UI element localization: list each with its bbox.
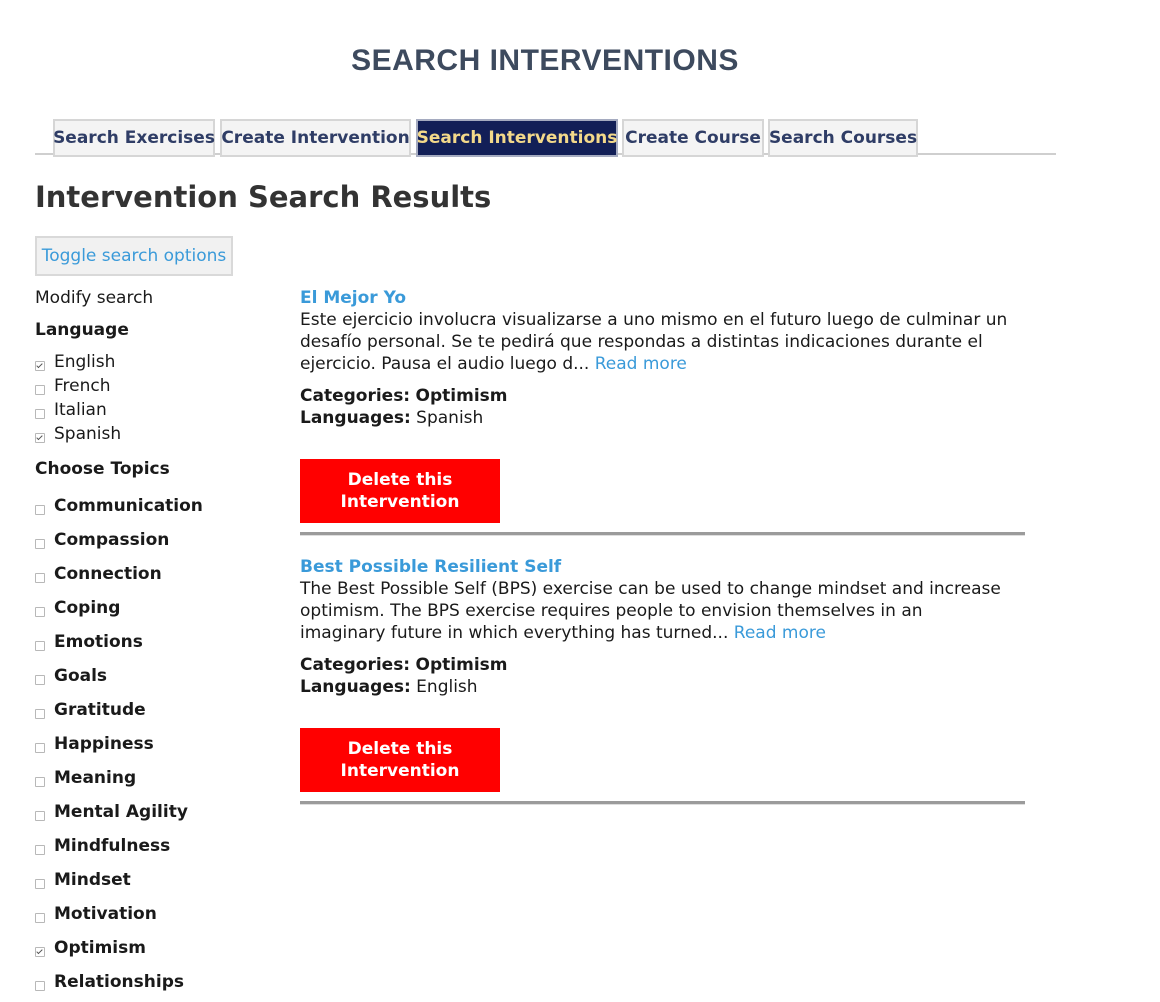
delete-intervention-button[interactable]: Delete this Intervention xyxy=(300,459,500,523)
language-option-label: English xyxy=(54,352,116,372)
language-label: Language xyxy=(35,320,129,340)
topic-option-label: Coping xyxy=(54,598,121,618)
topic-option-motivation[interactable] xyxy=(35,902,157,926)
topic-option-goals[interactable] xyxy=(35,664,107,688)
modify-search-label: Modify search xyxy=(35,288,154,308)
languages-value: Spanish xyxy=(416,408,484,428)
topic-option-meaning[interactable] xyxy=(35,766,136,790)
site-title: SEARCH INTERVENTIONS xyxy=(351,44,739,77)
topic-checkbox[interactable] xyxy=(35,811,45,821)
topic-checkbox[interactable] xyxy=(35,573,45,583)
topic-option-label: Emotions xyxy=(54,632,143,652)
topic-option-label: Optimism xyxy=(54,938,146,958)
page-heading: Intervention Search Results xyxy=(35,180,492,214)
topic-option-communication[interactable] xyxy=(35,494,203,518)
categories-value: Optimism xyxy=(415,386,508,406)
languages-label: Languages: xyxy=(300,677,411,697)
result-title-link[interactable]: Best Possible Resilient Self xyxy=(300,557,562,577)
language-checkbox[interactable] xyxy=(35,409,45,419)
topic-checkbox[interactable] xyxy=(35,539,45,549)
topic-option-emotions[interactable] xyxy=(35,630,143,654)
topic-option-label: Happiness xyxy=(54,734,154,754)
result-description xyxy=(300,578,1010,644)
result-divider xyxy=(300,532,1025,536)
tab-search-exercises[interactable]: Search Exercises xyxy=(53,119,215,157)
categories-label: Categories: xyxy=(300,386,411,406)
tab-create-course[interactable]: Create Course xyxy=(622,119,764,157)
topic-checkbox[interactable] xyxy=(35,607,45,617)
language-option-label: Italian xyxy=(54,400,107,420)
language-option-french[interactable] xyxy=(35,374,111,398)
tab-search-interventions[interactable]: Search Interventions xyxy=(416,119,618,157)
choose-topics-label: Choose Topics xyxy=(35,459,170,479)
topic-option-gratitude[interactable] xyxy=(35,698,146,722)
topic-option-label: Mental Agility xyxy=(54,802,188,822)
tab-search-courses[interactable]: Search Courses xyxy=(768,119,918,157)
topic-checkbox[interactable] xyxy=(35,777,45,787)
language-option-label: Spanish xyxy=(54,424,122,444)
topic-option-mental-agility[interactable] xyxy=(35,800,188,824)
languages-label: Languages: xyxy=(300,408,411,428)
topic-option-optimism[interactable] xyxy=(35,936,146,960)
topic-checkbox[interactable] xyxy=(35,505,45,515)
topic-checkbox[interactable] xyxy=(35,879,45,889)
topic-option-label: Mindfulness xyxy=(54,836,171,856)
topic-option-label: Mindset xyxy=(54,870,131,890)
topic-checkbox[interactable] xyxy=(35,743,45,753)
topic-option-label: Meaning xyxy=(54,768,137,788)
topic-option-label: Goals xyxy=(54,666,108,686)
language-checkbox[interactable] xyxy=(35,385,45,395)
languages-value: English xyxy=(416,677,478,697)
result-description-text: The Best Possible Self (BPS) exercise can be used to change mindset and increase optimism. The BPS exercise requires people to envision themselves in an imaginary future in which everything has turned... xyxy=(300,579,1001,643)
result-divider xyxy=(300,801,1025,805)
language-option-label: French xyxy=(54,376,111,396)
categories-value: Optimism xyxy=(415,655,508,675)
result-description xyxy=(300,309,1010,375)
language-option-english[interactable] xyxy=(35,350,115,374)
topic-option-relationships[interactable] xyxy=(35,970,184,994)
topic-option-mindset[interactable] xyxy=(35,868,131,892)
result-languages xyxy=(300,407,483,429)
language-checkbox[interactable] xyxy=(35,361,45,371)
topic-option-mindfulness[interactable] xyxy=(35,834,170,858)
result-categories xyxy=(300,385,507,407)
categories-label: Categories: xyxy=(300,655,411,675)
language-option-italian[interactable] xyxy=(35,398,107,422)
result-languages xyxy=(300,676,478,698)
topic-checkbox[interactable] xyxy=(35,947,45,957)
topic-checkbox[interactable] xyxy=(35,981,45,991)
topic-checkbox[interactable] xyxy=(35,913,45,923)
topic-option-label: Compassion xyxy=(54,530,170,550)
result-title-link[interactable]: El Mejor Yo xyxy=(300,288,407,308)
tab-create-intervention[interactable]: Create Intervention xyxy=(220,119,411,157)
topic-option-label: Communication xyxy=(54,496,203,516)
language-option-spanish[interactable] xyxy=(35,422,121,446)
topic-checkbox[interactable] xyxy=(35,641,45,651)
read-more-link[interactable]: Read more xyxy=(733,623,826,643)
topic-option-happiness[interactable] xyxy=(35,732,154,756)
topic-option-connection[interactable] xyxy=(35,562,162,586)
topic-option-compassion[interactable] xyxy=(35,528,169,552)
topic-checkbox[interactable] xyxy=(35,709,45,719)
read-more-link[interactable]: Read more xyxy=(594,354,687,374)
tab-bar xyxy=(35,119,1056,155)
topic-option-label: Gratitude xyxy=(54,700,146,720)
topic-option-label: Relationships xyxy=(54,972,184,992)
topic-option-label: Motivation xyxy=(54,904,157,924)
delete-intervention-button[interactable]: Delete this Intervention xyxy=(300,728,500,792)
topic-checkbox[interactable] xyxy=(35,675,45,685)
topic-checkbox[interactable] xyxy=(35,845,45,855)
topic-option-coping[interactable] xyxy=(35,596,120,620)
result-description-text: Este ejercicio involucra visualizarse a uno mismo en el futuro luego de culminar un desafío personal. Se te pedirá que respondas a distintas indicaciones durante el ejercicio. Pausa el audio luego d... xyxy=(300,310,1008,374)
topic-option-label: Connection xyxy=(54,564,162,584)
language-checkbox[interactable] xyxy=(35,433,45,443)
result-categories xyxy=(300,654,507,676)
toggle-search-options-button[interactable]: Toggle search options xyxy=(35,236,233,276)
